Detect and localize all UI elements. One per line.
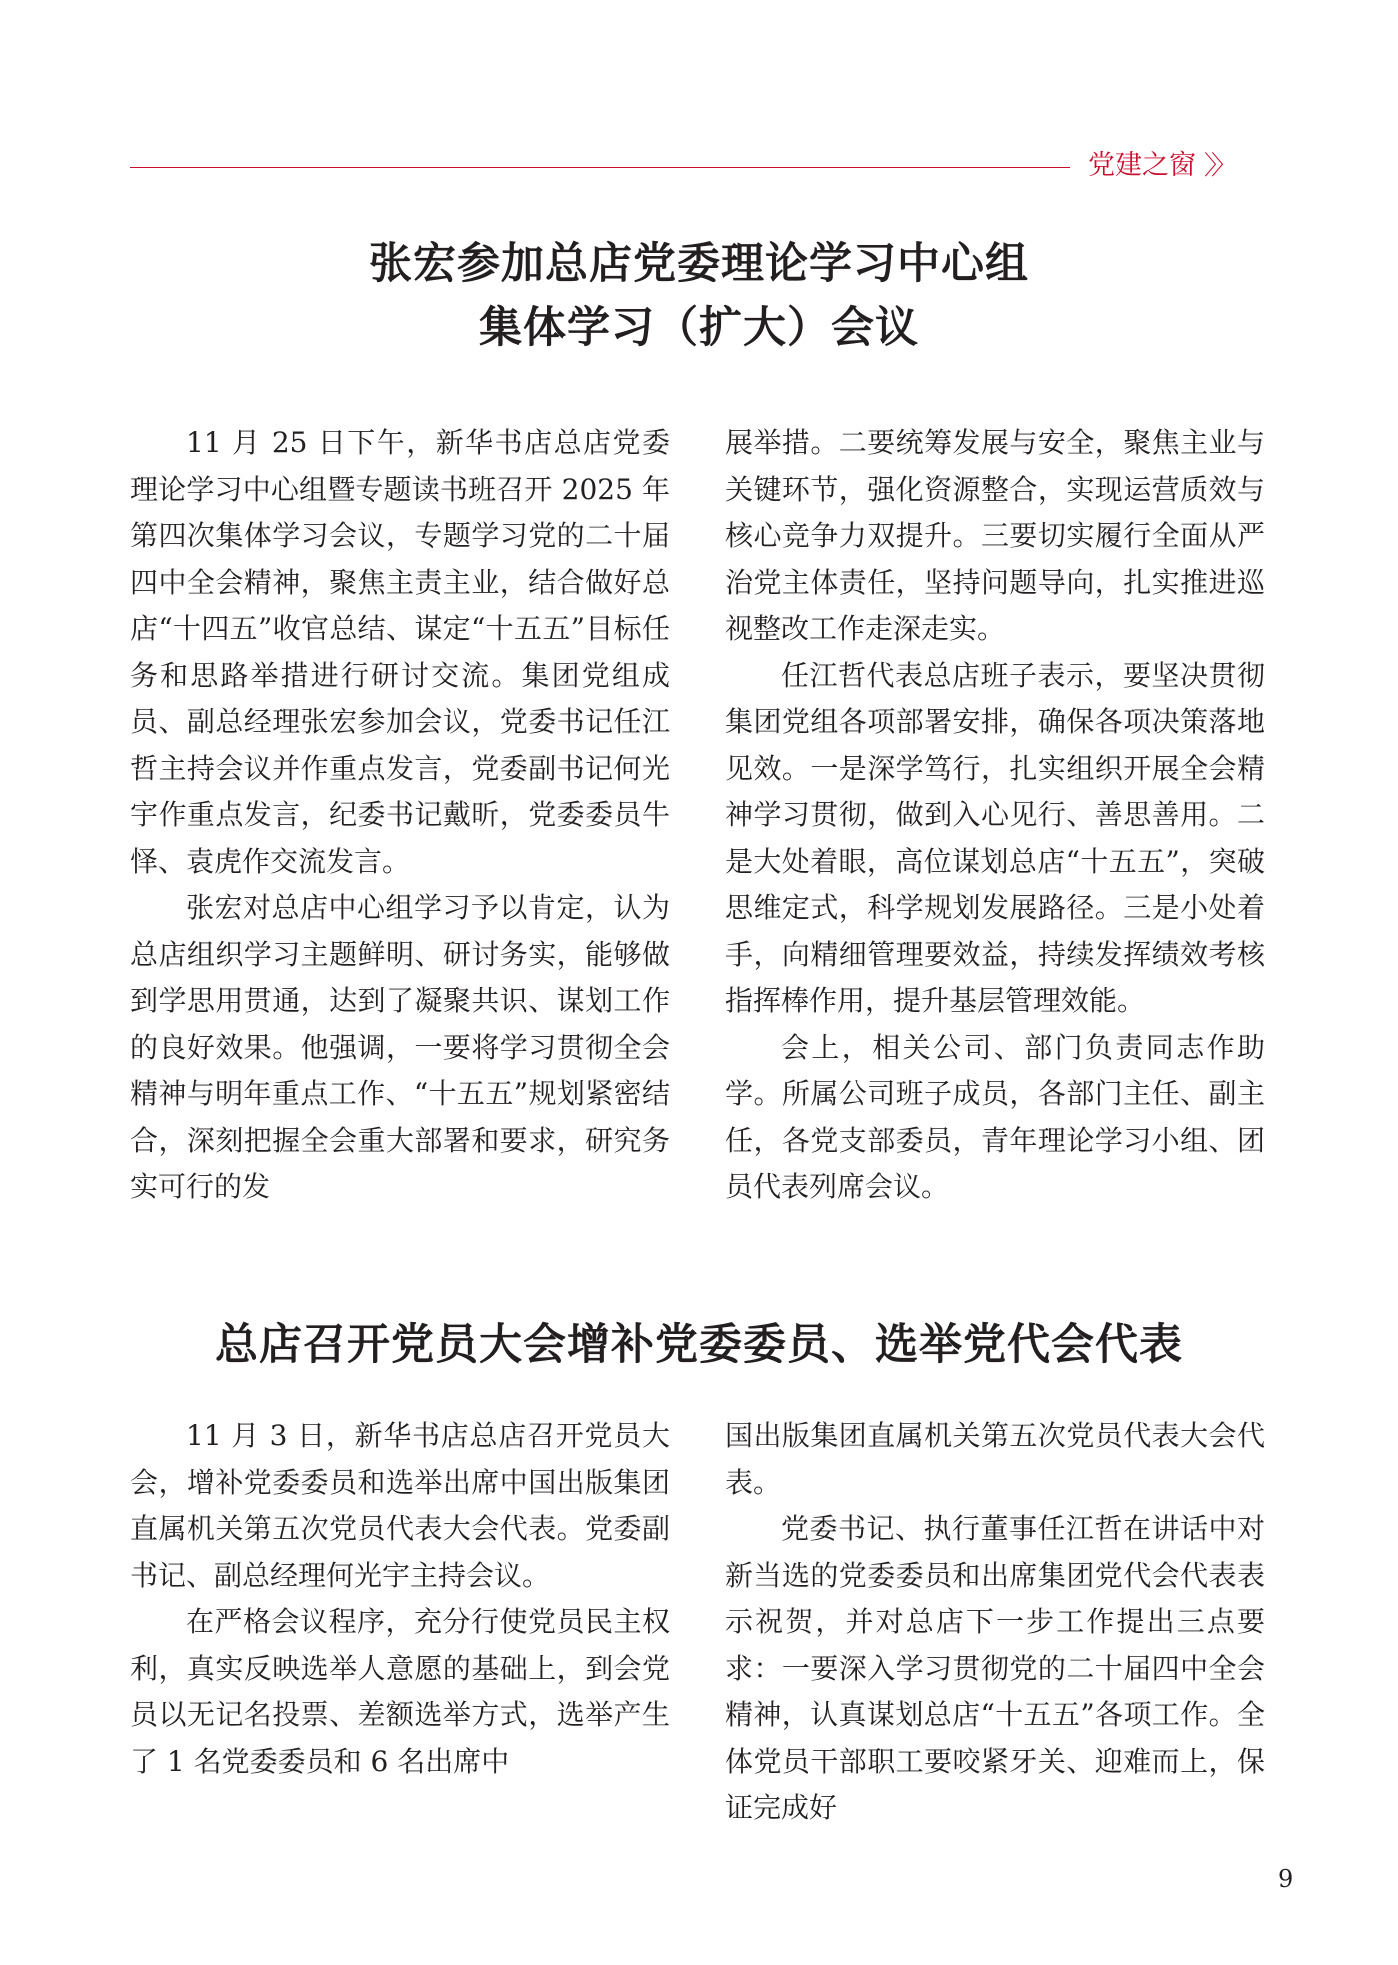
page-number: 9	[1278, 1865, 1294, 1893]
article2-paragraph: 党委书记、执行董事任江哲在讲话中对新当选的党委委员和出席集团党代会代表表示祝贺，并对总店下一步工作提出三点要求：一要深入学习贯彻党的二十届四中全会精神，认真谋划总店“十五五”各项工作。全体党员干部职工要咬紧牙关、迎难而上，保证完成好	[725, 1512, 1265, 1824]
article2-paragraph: 11 月 3 日，新华书店总店召开党员大会，增补党委委员和选举出席中国出版集团直属机关第五次党员代表大会代表。党委副书记、副总经理何光宇主持会议。	[130, 1419, 670, 1592]
article1-right-column	[725, 420, 1265, 1211]
article1-paragraph: 任江哲代表总店班子表示，要坚决贯彻集团党组各项部署安排，确保各项决策落地见效。一是深学笃行，扎实组织开展全会精神学习贯彻，做到入心见行、善思善用。二是大处着眼，高位谋划总店“十五五”，突破思维定式，科学规划发展路径。三是小处着手，向精细管理要效益，持续发挥绩效考核指挥棒作用，提升基层管理效能。	[725, 658, 1265, 1017]
section-label	[1088, 148, 1231, 184]
double-chevron-icon: 〉〉	[1204, 151, 1232, 181]
article1-title-line2: 集体学习（扩大）会议	[479, 303, 919, 353]
article1-paragraph: 会上，相关公司、部门负责同志作助学。所属公司班子成员，各部门主任、副主任，各党支部委员，青年理论学习小组、团员代表列席会议。	[725, 1030, 1265, 1203]
article1-paragraph: 11 月 25 日下午，新华书店总店党委理论学习中心组暨专题读书班召开 2025 年第四次集体学习会议，专题学习党的二十届四中全会精神，聚焦主责主业，结合做好总店“十四五”收官总结、谋定“十五五”目标任务和思路举措进行研讨交流。集团党组成员、副总经理张宏参加会议，党委书记任江哲主持会议并作重点发言，党委副书记何光宇作重点发言，纪委书记戴昕，党委委员牛怿、袁虎作交流发言。	[130, 426, 670, 878]
header-rule	[130, 167, 1070, 168]
article1-left-column	[130, 420, 670, 1211]
article2-right-column	[725, 1413, 1265, 1832]
article1-title-line1: 张宏参加总店党委理论学习中心组	[369, 239, 1029, 289]
article1-paragraph: 张宏对总店中心组学习予以肯定，认为总店组织学习主题鲜明、研讨务实，能够做到学思用贯通，达到了凝聚共识、谋划工作的良好效果。他强调，一要将学习贯彻全会精神与明年重点工作、“十五五”规划紧密结合，深刻把握全会重大部署和要求，研究务实可行的发	[130, 891, 670, 1203]
article2-left-column	[130, 1413, 670, 1785]
article2-paragraph-continuation: 国出版集团直属机关第五次党员代表大会代表。	[725, 1419, 1265, 1499]
section-name: 党建之窗	[1088, 150, 1196, 181]
article2-title: 总店召开党员大会增补党委委员、选举党代会代表	[215, 1320, 1183, 1370]
article2-paragraph: 在严格会议程序，充分行使党员民主权利，真实反映选举人意愿的基础上，到会党员以无记名投票、差额选举方式，选举产生了 1 名党委委员和 6 名出席中	[130, 1605, 670, 1778]
article1-paragraph-continuation: 展举措。二要统筹发展与安全，聚焦主业与关键环节，强化资源整合，实现运营质效与核心竞争力双提升。三要切实履行全面从严治党主体责任，坚持问题导向，扎实推进巡视整改工作走深走实。	[725, 426, 1265, 645]
